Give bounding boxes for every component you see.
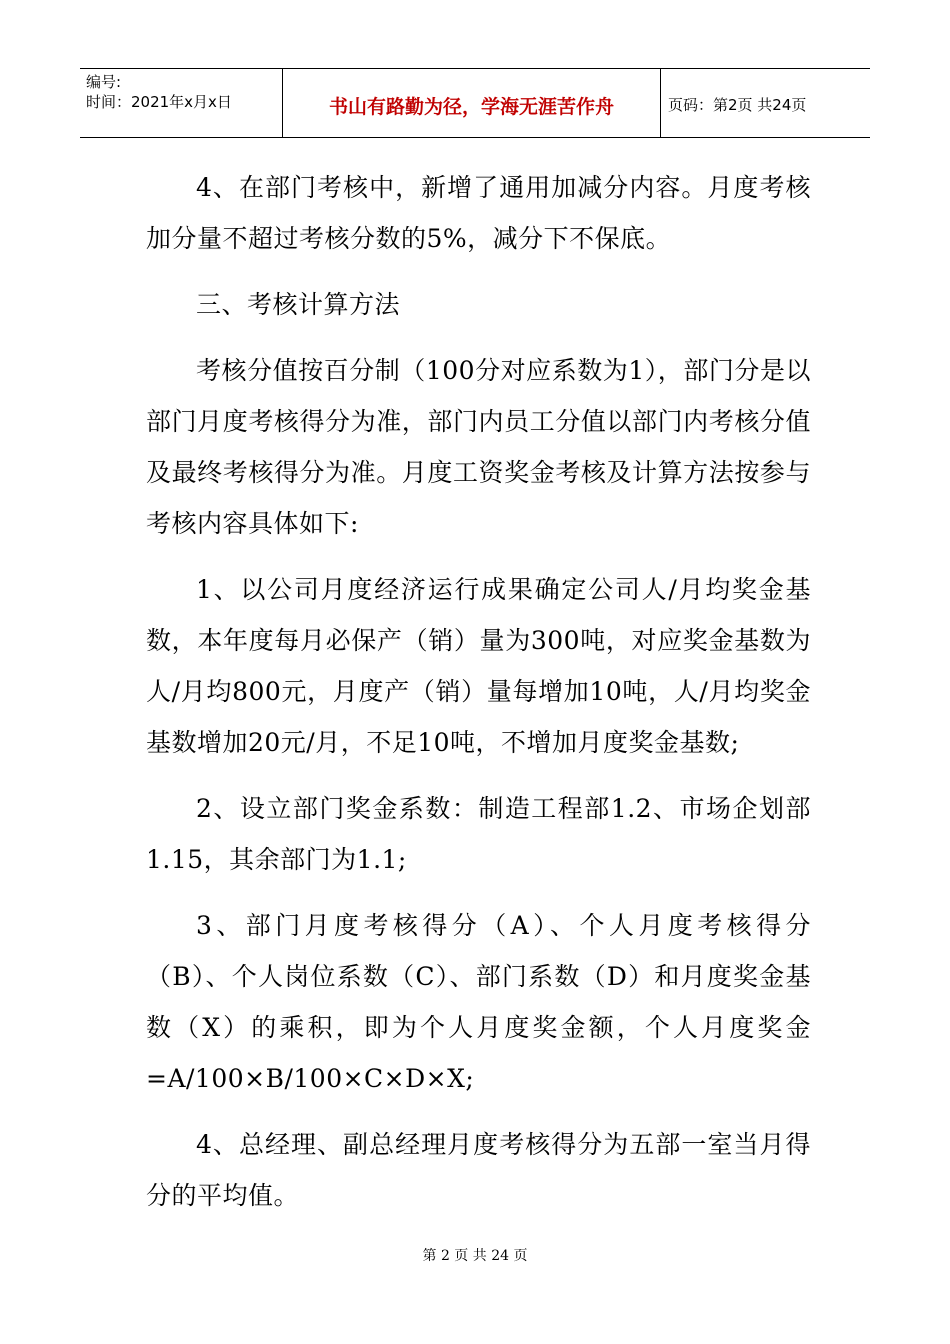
paragraph-6: 3、部门月度考核得分（A）、个人月度考核得分（B）、个人岗位系数（C）、部门系数（D）和月度奖金基数（X）的乘积，即为个人月度奖金额，个人月度奖金=A/100×B/100×C×D×X;	[146, 911, 811, 1093]
section-heading-calculation: 三、考核计算方法	[196, 290, 401, 319]
paragraph-4: 1、以公司月度经济运行成果确定公司人/月均奖金基数，本年度每月必保产（销）量为300吨，对应奖金基数为人/月均800元，月度产（销）量每增加10吨，人/月均奖金基数增加20元/月，不足10吨，不增加月度奖金基数;	[146, 575, 811, 757]
paragraph-1: 4、在部门考核中，新增了通用加减分内容。月度考核加分量不超过考核分数的5%，减分下不保底。	[146, 173, 811, 253]
paragraph-3: 考核分值按百分制（100分对应系数为1），部门分是以部门月度考核得分为准，部门内员工分值以部门内考核分值及最终考核得分为准。月度工资奖金考核及计算方法按参与考核内容具体如下:	[146, 356, 811, 538]
document-number-label: 编号:	[86, 73, 122, 91]
document-time-label: 时间：2021年x月x日	[86, 93, 232, 111]
header-meta	[80, 69, 283, 137]
paragraph-5: 2、设立部门奖金系数：制造工程部1.2、市场企划部1.15，其余部门为1.1;	[146, 794, 811, 874]
page-footer: 第 2 页 共 24 页	[422, 1248, 528, 1264]
document-body	[146, 162, 811, 1221]
paragraph-7: 4、总经理、副总经理月度考核得分为五部一室当月得分的平均值。	[146, 1130, 811, 1210]
header-motto: 书山有路勤为径，学海无涯苦作舟	[283, 69, 661, 137]
header-page-info: 页码：第2页 共24页	[668, 96, 807, 114]
page-header	[80, 68, 870, 138]
